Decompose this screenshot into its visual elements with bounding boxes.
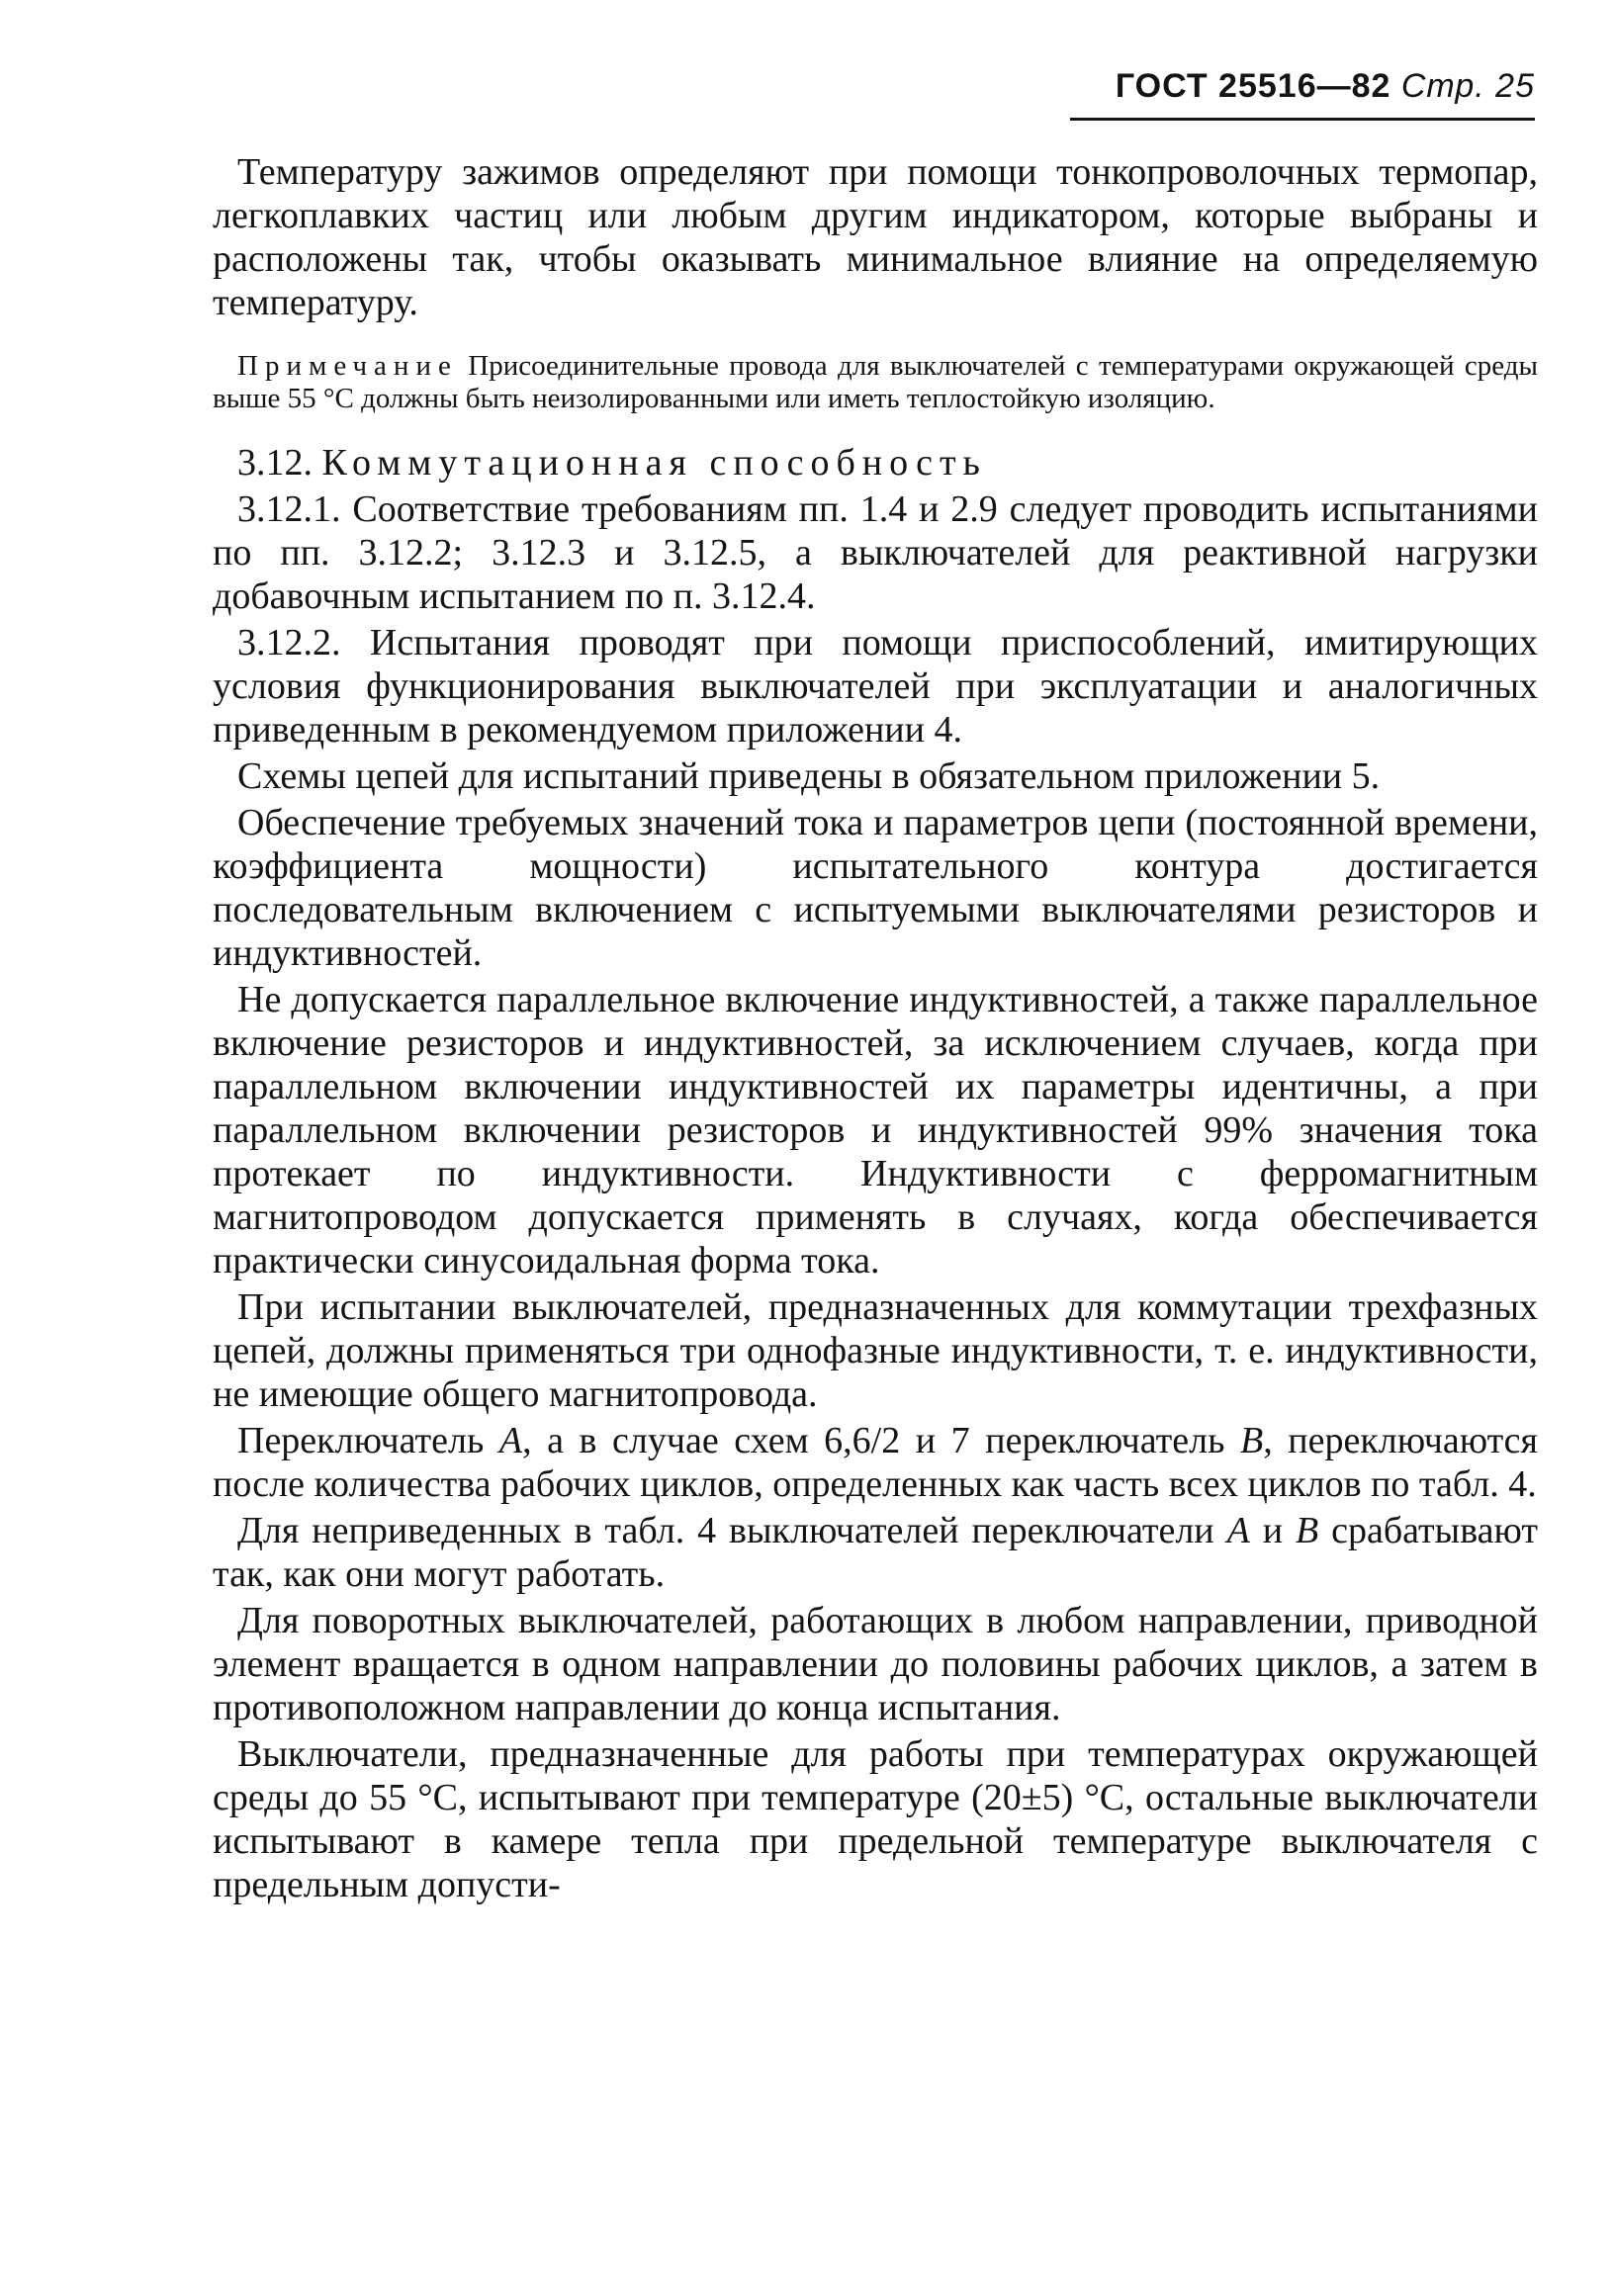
section-heading: [213, 441, 1538, 485]
nonlisted-B: В: [1295, 1510, 1319, 1551]
paragraph-rotary: Для поворотных выключателей, работающих в любом направлении, приводной элемент вращается в одном направлении до половины рабочих циклов, а затем в противоположном направлении до конца испытания.: [213, 1600, 1538, 1728]
nonlisted-text-pre: Для неприведенных в табл. 4 выключателей переключатели: [237, 1510, 1227, 1551]
switch-text-mid: , а в случае схем 6,6/2 и 7 переключатель: [522, 1420, 1240, 1461]
nonlisted-text-mid: и: [1249, 1510, 1296, 1551]
document-body: [213, 150, 1538, 1906]
paragraph-schemes: Схемы цепей для испытаний приведены в обязательном приложении 5.: [237, 755, 1381, 797]
standard-number: ГОСТ 25516—82: [1115, 67, 1391, 105]
note-label: Примечание: [237, 350, 458, 382]
note: [213, 350, 1538, 415]
switch-B: В: [1240, 1420, 1264, 1461]
paragraph-3-12-2: 3.12.2. Испытания проводят при помощи приспособлений, имитирующих условия функционирования выключателей при эксплуатации и аналогичных приведенным в рекомендуемом приложении 4.: [213, 622, 1538, 751]
paragraph-terminal-temperature: Температуру зажимов определяют при помощи тонкопроволочных термопар, легкоплавких частиц или любым другим индикатором, которые выбраны и расположены так, чтобы оказывать минимальное влияние на определяемую температуру.: [213, 151, 1538, 323]
paragraph-nonlisted: [213, 1509, 1538, 1596]
switch-text-pre: Переключатель: [237, 1420, 499, 1461]
section-title: Коммутационная способность: [321, 442, 987, 484]
page-number: Стр. 25: [1400, 67, 1535, 105]
paragraph-temperature: Выключатели, предназначенные для работы при температурах окружающей среды до 55 °С, испытывают при температуре (20±5) °С, остальные выключатели испытывают в камере тепла при предельной температуре выключателя с предельным допусти-: [213, 1733, 1538, 1905]
nonlisted-A: А: [1226, 1510, 1250, 1551]
nonlisted-text-post: срабатывают так, как они могут работать.: [213, 1510, 1538, 1595]
switch-text-post: , переключаются после количества рабочих циклов, определенных как часть всех циклов по табл. 4.: [213, 1420, 1538, 1505]
page-header: [1070, 67, 1535, 121]
paragraph-switches: [213, 1419, 1538, 1506]
paragraph-parallel-connection: Не допускается параллельное включение индуктивностей, а также параллельное включение резисторов и индуктивностей, за исключением случаев, когда при параллельном включении индуктивностей их параметры идентичны, а при параллельном включении резисторов и индуктивностей 99% значения тока протекает по индуктивности. Индуктивности с ферромагнитным магнитопроводом допускается применять в случаях, когда обеспечивается практически синусоидальная форма тока.: [213, 979, 1538, 1281]
paragraph-3-12-1: 3.12.1. Соответствие требованиям пп. 1.4 и 2.9 следует проводить испытаниями по пп. 3.12.2; 3.12.3 и 3.12.5, а выключателей для реактивной нагрузки добавочным испытанием по п. 3.12.4.: [213, 488, 1538, 617]
paragraph-ensure-values: Обеспечение требуемых значений тока и параметров цепи (постоянной времени, коэффициента мощности) испытательного контура достигается последовательным включением с испытуемыми выключателями резисторов и индуктивностей.: [213, 802, 1538, 974]
section-number: 3.12.: [237, 442, 313, 484]
switch-A: А: [498, 1420, 523, 1461]
paragraph-three-phase: При испытании выключателей, предназначенных для коммутации трехфазных цепей, должны применяться три однофазные индуктивности, т. е. индуктивности, не имеющие общего магнитопровода.: [213, 1286, 1538, 1415]
note-text: Присоединительные провода для выключателей с температурами окружающей среды выше 55 °С должны быть неизолированными или иметь теплостойкую изоляцию.: [213, 350, 1538, 414]
